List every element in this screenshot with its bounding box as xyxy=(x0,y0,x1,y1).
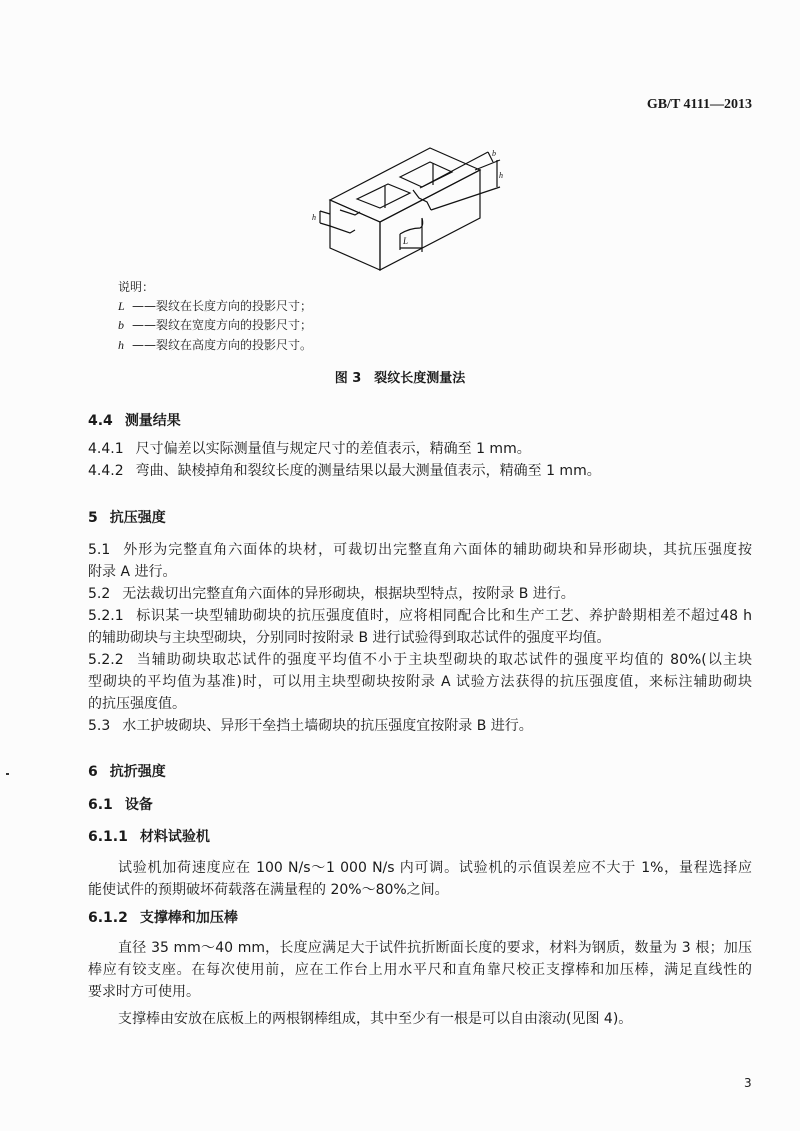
legend-item xyxy=(118,337,312,353)
clause-text: 外形为完整直角六面体的块材，可裁切出完整直角六面体的辅助砌块和异形砌块，其抗压强度按 xyxy=(122,542,752,558)
clause xyxy=(88,462,752,480)
standard-code: GB/T 4111—2013 xyxy=(646,97,752,112)
block-end-face xyxy=(330,200,380,270)
paragraph-line: 棒应有铰支座。在每次使用前，应在工作台上用水平尺和直角靠尺校正支撑棒和加压棒，满足直线性的 xyxy=(88,962,752,978)
section-title: 测量结果 xyxy=(124,413,181,429)
scan-mark xyxy=(6,773,9,775)
section-title: 抗压强度 xyxy=(109,510,166,526)
section-heading xyxy=(88,909,752,927)
section-heading xyxy=(88,509,752,527)
label-h: h xyxy=(499,171,503,180)
legend-symbol: L xyxy=(118,299,125,313)
clause-number: 5.3 xyxy=(88,718,111,734)
page-number: 3 xyxy=(744,1076,752,1090)
clause-number: 5.1 xyxy=(88,542,111,558)
clause-number: 4.4.1 xyxy=(88,441,124,457)
clause-text: 型砌块的平均值为基准)时，可以用主块型砌块按附录 A 试验方法获得的抗压强度值，来标注辅助砌块 xyxy=(88,674,752,690)
section-title: 材料试验机 xyxy=(139,829,210,845)
clause-text: 水工护坡砌块、异形干垒挡土墙砌块的抗压强度宜按附录 B 进行。 xyxy=(122,718,533,734)
legend-text: ——裂纹在高度方向的投影尺寸。 xyxy=(132,338,313,352)
crack-end xyxy=(320,210,360,233)
section-number: 5 xyxy=(88,510,98,526)
legend-symbol: b xyxy=(118,318,124,332)
legend-item xyxy=(118,317,312,333)
legend-text: ——裂纹在长度方向的投影尺寸； xyxy=(132,299,313,313)
section-title: 抗折强度 xyxy=(109,764,166,780)
crack-measurement-figure xyxy=(300,130,520,280)
block-top-face xyxy=(330,148,480,222)
clause-number: 4.4.2 xyxy=(88,463,124,479)
clause xyxy=(88,717,752,735)
paragraph-line: 支撑棒由安放在底板上的两根钢棒组成，其中至少有一根是可以自由滚动(见图 4)。 xyxy=(118,1011,633,1027)
legend-item xyxy=(118,298,312,314)
clause xyxy=(88,585,752,603)
paragraph-line: 能使试件的预期破坏荷载落在满量程的 20%～80%之间。 xyxy=(88,882,449,898)
clause-text: 弯曲、缺棱掉角和裂纹长度的测量结果以最大测量值表示，精确至 1 mm。 xyxy=(135,463,601,479)
paragraph-line: 直径 35 mm～40 mm，长度应满足大于试件抗折断面长度的要求，材料为钢质，数量为 3 根；加压 xyxy=(118,940,752,956)
legend-text: ——裂纹在宽度方向的投影尺寸； xyxy=(132,318,313,332)
legend-title: 说明： xyxy=(118,280,155,294)
clause xyxy=(88,440,752,458)
figure-caption: 图 3 裂纹长度测量法 xyxy=(334,371,466,386)
paragraph-line: 要求时方可使用。 xyxy=(88,984,200,1000)
clause-number: 5.2.2 xyxy=(88,652,124,668)
clause-text: 的抗压强度值。 xyxy=(88,696,186,712)
clause-number: 5.2 xyxy=(88,586,111,602)
clause xyxy=(88,651,752,669)
section-number: 6 xyxy=(88,764,98,780)
clause-text: 标识某一块型辅助砌块的抗压强度值时，应将相同配合比和生产工艺、养护龄期相差不超过48 h xyxy=(135,608,752,624)
clause-text: 尺寸偏差以实际测量值与规定尺寸的差值表示，精确至 1 mm。 xyxy=(135,441,531,457)
section-heading xyxy=(88,412,752,430)
section-number: 6.1.2 xyxy=(88,910,128,926)
crack-top xyxy=(413,190,431,210)
clause xyxy=(88,541,752,559)
legend-symbol: h xyxy=(118,338,124,352)
clause-text: 附录 A 进行。 xyxy=(88,564,177,580)
section-heading xyxy=(88,796,752,814)
clause-text: 无法裁切出完整直角六面体的异形砌块，根据块型特点，按附录 B 进行。 xyxy=(122,586,575,602)
crack-side xyxy=(400,218,423,252)
clause-text: 当辅助砌块取芯试件的强度平均值不小于主块型砌块的取芯试件的强度平均值的 80%(以主块 xyxy=(135,652,752,668)
clause-text: 的辅助砌块与主块型砌块，分别同时按附录 B 进行试验得到取芯试件的强度平均值。 xyxy=(88,630,611,646)
label-b: b xyxy=(492,149,496,158)
block-side-face xyxy=(380,170,480,270)
section-number: 6.1 xyxy=(88,797,113,813)
hole-2 xyxy=(400,162,452,187)
paragraph-line: 试验机加荷速度应在 100 N/s～1 000 N/s 内可调。试验机的示值误差应不大于 1%，量程选择应 xyxy=(118,860,752,876)
section-heading xyxy=(88,763,752,781)
section-title: 设备 xyxy=(124,797,153,813)
label-L: L xyxy=(403,236,409,246)
hole-1 xyxy=(357,184,410,208)
clause-number: 5.2.1 xyxy=(88,608,124,624)
section-title: 支撑棒和加压棒 xyxy=(139,910,238,926)
label-h-side: h xyxy=(312,213,316,222)
section-number: 6.1.1 xyxy=(88,829,128,845)
section-heading xyxy=(88,828,752,846)
section-number: 4.4 xyxy=(88,413,113,429)
clause xyxy=(88,607,752,625)
